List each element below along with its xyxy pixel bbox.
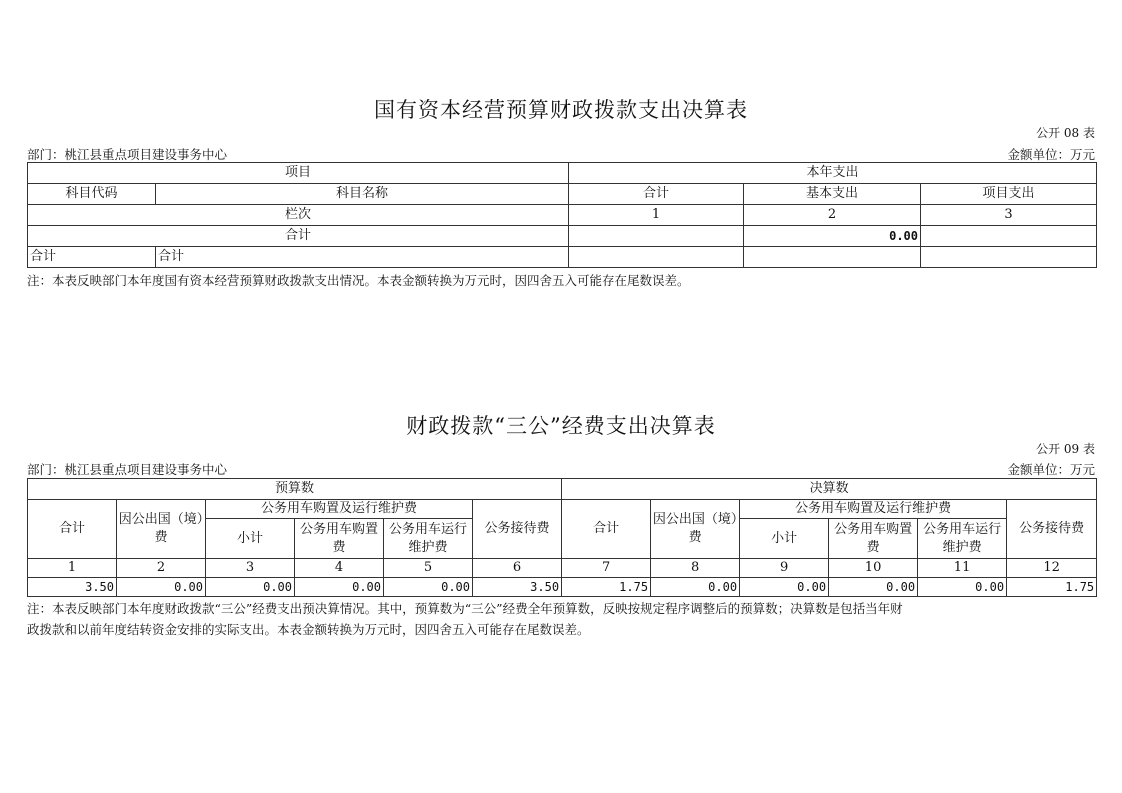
final-abroad-header: 因公出国（境）费	[651, 500, 740, 559]
budget-total-value: 3.50	[28, 578, 117, 597]
data-row-total	[569, 247, 744, 268]
final-total-header: 合计	[562, 500, 651, 559]
final-vehicle-header: 公务用车购置及运行维护费	[740, 500, 1007, 519]
budget-subtotal-header: 小计	[206, 519, 295, 559]
budget-reception-header: 公务接待费	[473, 500, 562, 559]
total-row-total	[569, 226, 744, 247]
header-budget: 预算数	[28, 479, 562, 500]
table2-note-line2: 政拨款和以前年度结转资金安排的实际支出。本表金额转换为万元时，因四舍五入可能存在尾数误差。	[27, 622, 590, 637]
data-row-code: 合计	[28, 247, 156, 268]
table1-title: 国有资本经营预算财政拨款支出决算表	[374, 98, 748, 122]
budget-purchase-value: 0.00	[295, 578, 384, 597]
budget-vehicle-header: 公务用车购置及运行维护费	[206, 500, 473, 519]
final-reception-header: 公务接待费	[1007, 500, 1097, 559]
table2-code: 公开 09 表	[1036, 442, 1095, 456]
column-number: 9	[740, 559, 829, 578]
column-index-label: 栏次	[28, 205, 569, 226]
table1-note: 注：本表反映部门本年度国有资本经营预算财政拨款支出情况。本表金额转换为万元时，因四舍五入可能存在尾数误差。	[27, 273, 690, 288]
table1-unit: 金额单位：万元	[1007, 147, 1095, 162]
total-row-label: 合计	[28, 226, 569, 247]
budget-abroad-header: 因公出国（境）费	[117, 500, 206, 559]
total-row-basic: 0.00	[744, 226, 921, 247]
data-row-basic	[744, 247, 921, 268]
final-reception-value: 1.75	[1007, 578, 1097, 597]
budget-purchase-header: 公务用车购置费	[295, 519, 384, 559]
budget-reception-value: 3.50	[473, 578, 562, 597]
final-subtotal-header: 小计	[740, 519, 829, 559]
column-index-1: 1	[569, 205, 744, 226]
table1-department: 部门：桃江县重点项目建设事务中心	[27, 147, 228, 162]
final-total-value: 1.75	[562, 578, 651, 597]
column-number: 7	[562, 559, 651, 578]
table1	[27, 162, 1097, 268]
column-number: 8	[651, 559, 740, 578]
header-basic: 基本支出	[744, 184, 921, 205]
data-row-project	[921, 247, 1097, 268]
total-row-project	[921, 226, 1097, 247]
header-final: 决算数	[562, 479, 1097, 500]
budget-abroad-value: 0.00	[117, 578, 206, 597]
table2-note-line1: 注：本表反映部门本年度财政拨款“三公”经费支出预决算情况。其中，预算数为“三公”经费全年预算数，反映按规定程序调整后的预算数；决算数是包括当年财	[27, 601, 903, 616]
table2	[27, 478, 1097, 597]
column-index-2: 2	[744, 205, 921, 226]
budget-total-header: 合计	[28, 500, 117, 559]
column-number: 10	[829, 559, 918, 578]
header-subject-name: 科目名称	[156, 184, 569, 205]
final-purchase-value: 0.00	[829, 578, 918, 597]
header-project-exp: 项目支出	[921, 184, 1097, 205]
column-number: 12	[1007, 559, 1097, 578]
column-number: 3	[206, 559, 295, 578]
column-number: 11	[918, 559, 1007, 578]
final-subtotal-value: 0.00	[740, 578, 829, 597]
column-number: 2	[117, 559, 206, 578]
table1-code: 公开 08 表	[1036, 126, 1095, 140]
column-number: 1	[28, 559, 117, 578]
final-operation-header: 公务用车运行维护费	[918, 519, 1007, 559]
final-purchase-header: 公务用车购置费	[829, 519, 918, 559]
column-index-3: 3	[921, 205, 1097, 226]
header-total: 合计	[569, 184, 744, 205]
column-number: 6	[473, 559, 562, 578]
table2-unit: 金额单位：万元	[1007, 462, 1095, 477]
budget-operation-header: 公务用车运行维护费	[384, 519, 473, 559]
final-abroad-value: 0.00	[651, 578, 740, 597]
column-number: 4	[295, 559, 384, 578]
table2-department: 部门：桃江县重点项目建设事务中心	[27, 462, 228, 477]
budget-subtotal-value: 0.00	[206, 578, 295, 597]
column-number: 5	[384, 559, 473, 578]
header-project: 项目	[28, 163, 569, 184]
header-subject-code: 科目代码	[28, 184, 156, 205]
final-operation-value: 0.00	[918, 578, 1007, 597]
header-current-year: 本年支出	[569, 163, 1097, 184]
budget-operation-value: 0.00	[384, 578, 473, 597]
data-row-name: 合计	[156, 247, 569, 268]
table2-title: 财政拨款“三公”经费支出决算表	[406, 414, 716, 438]
